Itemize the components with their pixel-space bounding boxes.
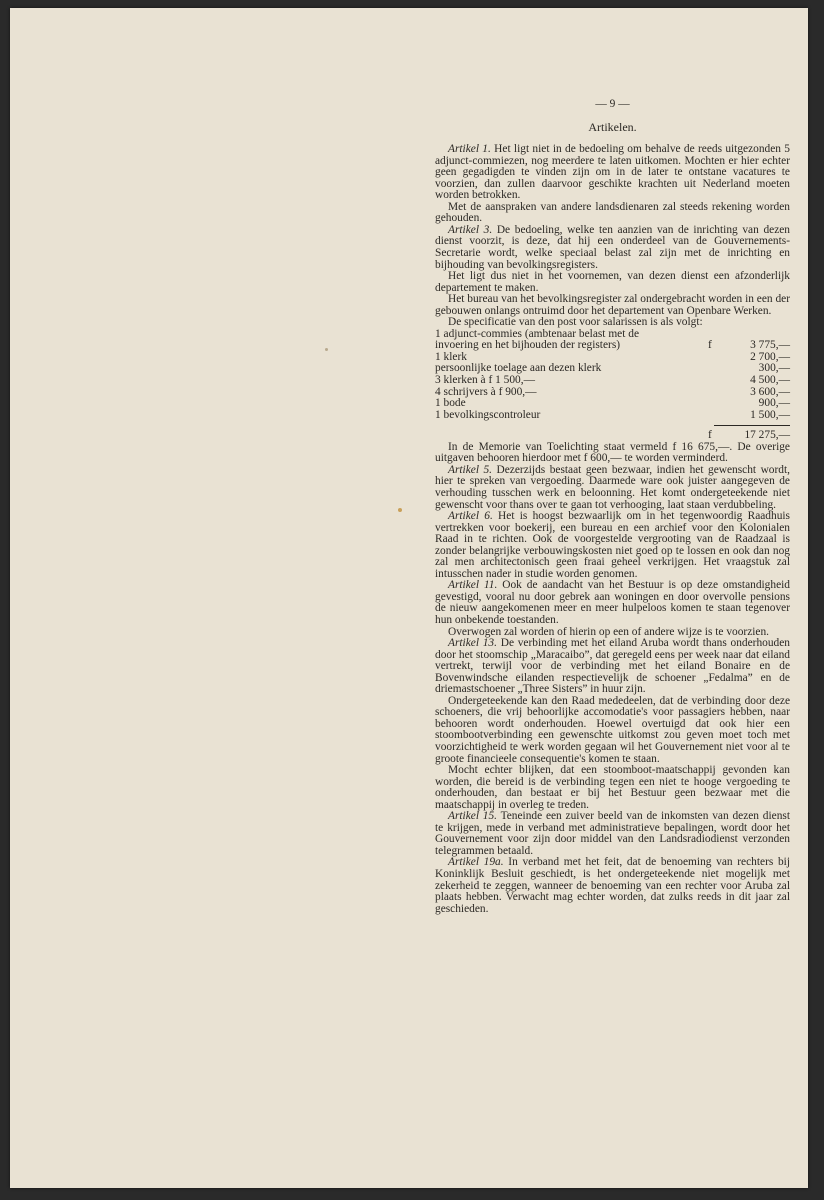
page-number: — 9 — (595, 98, 630, 110)
spec-row: 1 adjunct-commies (ambtenaar belast met de (435, 328, 640, 340)
section-heading: Artikelen. (588, 119, 637, 134)
text-column (435, 99, 790, 915)
paragraph-artikel-5: Artikel 5. Dezerzijds bestaat geen bezwaar, indien het gewenscht wordt, hier te spreken van vergoeding. Daarmede ware ook juister aangegeven de verhouding tusschen werk en beloonning. Het komt ondergeteekende niet gewenscht voor thans over te gaan tot verhooging, laat staan verdubbeling. (435, 463, 790, 511)
paragraph: Met de aanspraken van andere landsdienaren zal steeds rekening worden gehouden. (435, 200, 790, 225)
paragraph-artikel-13: Artikel 13. De verbinding met het eiland Aruba wordt thans onderhouden door het stoomschip „Maracaibo”, dat geregeld eens per week naar dat eiland vertrekt, terwijl voor de verbinding met het eiland Bonaire en de Bovenwindsche eilanden respectievelijk de schoener „Fedalma” en de driemastschoener „Three Sisters” in huur zijn. (435, 637, 790, 696)
spec-total-row: f 17 275,— (708, 429, 790, 442)
paragraph: Het bureau van het bevolkingsregister zal ondergebracht worden in een der gebouwen onlangs ontruimd door het departement van Openbare Werken. (435, 293, 791, 317)
paragraph: Het ligt dus niet in het voornemen, van dezen dienst een afzonderlijk departement te maken. (435, 270, 790, 294)
document-page (10, 8, 808, 1188)
paragraph: Overwogen zal worden of hierin op een of andere wijze is te voorzien. (448, 625, 770, 638)
spec-row: 4 schrijvers à f 900,— 3 600,— (435, 385, 790, 398)
article-label: Artikel 15. (448, 810, 498, 823)
article-label: Artikel 6. (448, 510, 493, 523)
paper-speck (398, 508, 402, 512)
spec-row: invoering en het bijhouden der registers) f 3 775,— (435, 339, 790, 352)
paragraph-artikel-15: Artikel 15. Teneinde een zuiver beeld van de inkomsten van dezen dienst te krijgen, mede in verband met administratieve bepalingen, wordt door het Gouvernement voor zijn door middel van den Landsradiodienst verzonden telegrammen betaald. (435, 810, 790, 857)
article-label: Artikel 5. (448, 463, 493, 476)
paragraph-artikel-19a: Artikel 19a. In verband met het feit, dat de benoeming van rechters bij Koninklijk Besluit geschiedt, is het ondergeteekende niet mogelijk met zekerheid te zeggen, wanneer de benoeming van een rechter voor Aruba zal plaats hebben. Verwacht mag echter worden, dat zulks reeds in dit jaar zal geschieden. (435, 856, 790, 915)
paragraph-artikel-11: Artikel 11. Ook de aandacht van het Bestuur is op deze omstandigheid gevestigd, vooral nu door gebrek aan woningen en door overvolle pensions de nieuw aangekomenen meer en meer hulpeloos komen te staan tegenover hun onbekende toestanden. (435, 579, 790, 626)
article-label: Artikel 19a. (448, 856, 504, 869)
paper-speck (325, 348, 328, 351)
salary-specification (435, 329, 790, 442)
sum-rule (435, 421, 790, 430)
paragraph-artikel-6: Artikel 6. Het is hoogst bezwaarlijk om in het tegenwoordig Raadhuis vertrekken voor boekerij, een bureau en een archief voor den Kolonialen Raad in te richten. Ook de voorgestelde vergrooting van de Raadzaal is zonder belangrijke verbouwingskosten niet goed op te lossen en ook dan nog zal men architectonisch geen fraai geheel verkrijgen. Het vraagstuk zal intusschen nader in studie worden genomen. (435, 510, 790, 580)
spec-row: 1 klerk 2 700,— (435, 350, 790, 363)
paragraph: Ondergeteekende kan den Raad mededeelen, dat de verbinding door deze schoeners, die vrij behoorlijke accomodatie's voor passagiers hebben, naar behooren wordt onderhouden. Hoewel overtuigd dat ook hier een stoombootverbinding een gewenschte uitkomst zou geven moet toch met voorzichtigheid te werk worden gegaan wil het Gouvernement niet voor al te groote financieele consequentie's komen te staan. (435, 694, 790, 765)
article-label: Artikel 1. (448, 143, 491, 156)
paragraph: De specificatie van den post voor salarissen is als volgt: (448, 316, 703, 329)
spec-row: 1 bevolkingscontroleur 1 500,— (435, 408, 790, 421)
spec-row: 1 bode 900,— (435, 397, 790, 410)
paragraph: In de Memorie van Toelichting staat vermeld f 16 675,—. De overige uitgaven behooren hierdoor met f 600,— te worden verminderd. (435, 440, 790, 465)
article-label: Artikel 3. (448, 223, 493, 236)
paragraph-artikel-1: Artikel 1. Het ligt niet in de bedoeling om behalve de reeds uitgezonden 5 adjunct-commiezen, nog meerdere te laten uitkomen. Mochten er hier echter geen gegadigden te vinden zijn om in de later te ontstane vacatures te voorzien, dan zullen daarvoor geschikte krachten uit Nederland moeten worden betrokken. (435, 143, 790, 202)
paragraph-artikel-3: Artikel 3. De bedoeling, welke ten aanzien van de inrichting van dezen dienst voorzit, is deze, dat hij een onderdeel van de Gouvernements-Secretarie wordt, welke speciaal belast zal zijn met de inrichting en bijhouding van bevolkingsregisters. (435, 223, 791, 271)
paragraph: Mocht echter blijken, dat een stoomboot-maatschappij gevonden kan worden, die bereid is de verbinding tegen een niet te hooge vergoeding te onderhouden, dan bestaat er bij het Bestuur geen bezwaar met die maatschappij in overleg te treden. (435, 764, 790, 811)
spec-row: 3 klerken à f 1 500,— 4 500,— (435, 374, 790, 387)
article-label: Artikel 11. (448, 579, 498, 592)
article-label: Artikel 13. (448, 637, 497, 650)
spec-row: persoonlijke toelage aan dezen klerk 300,— (435, 362, 790, 375)
